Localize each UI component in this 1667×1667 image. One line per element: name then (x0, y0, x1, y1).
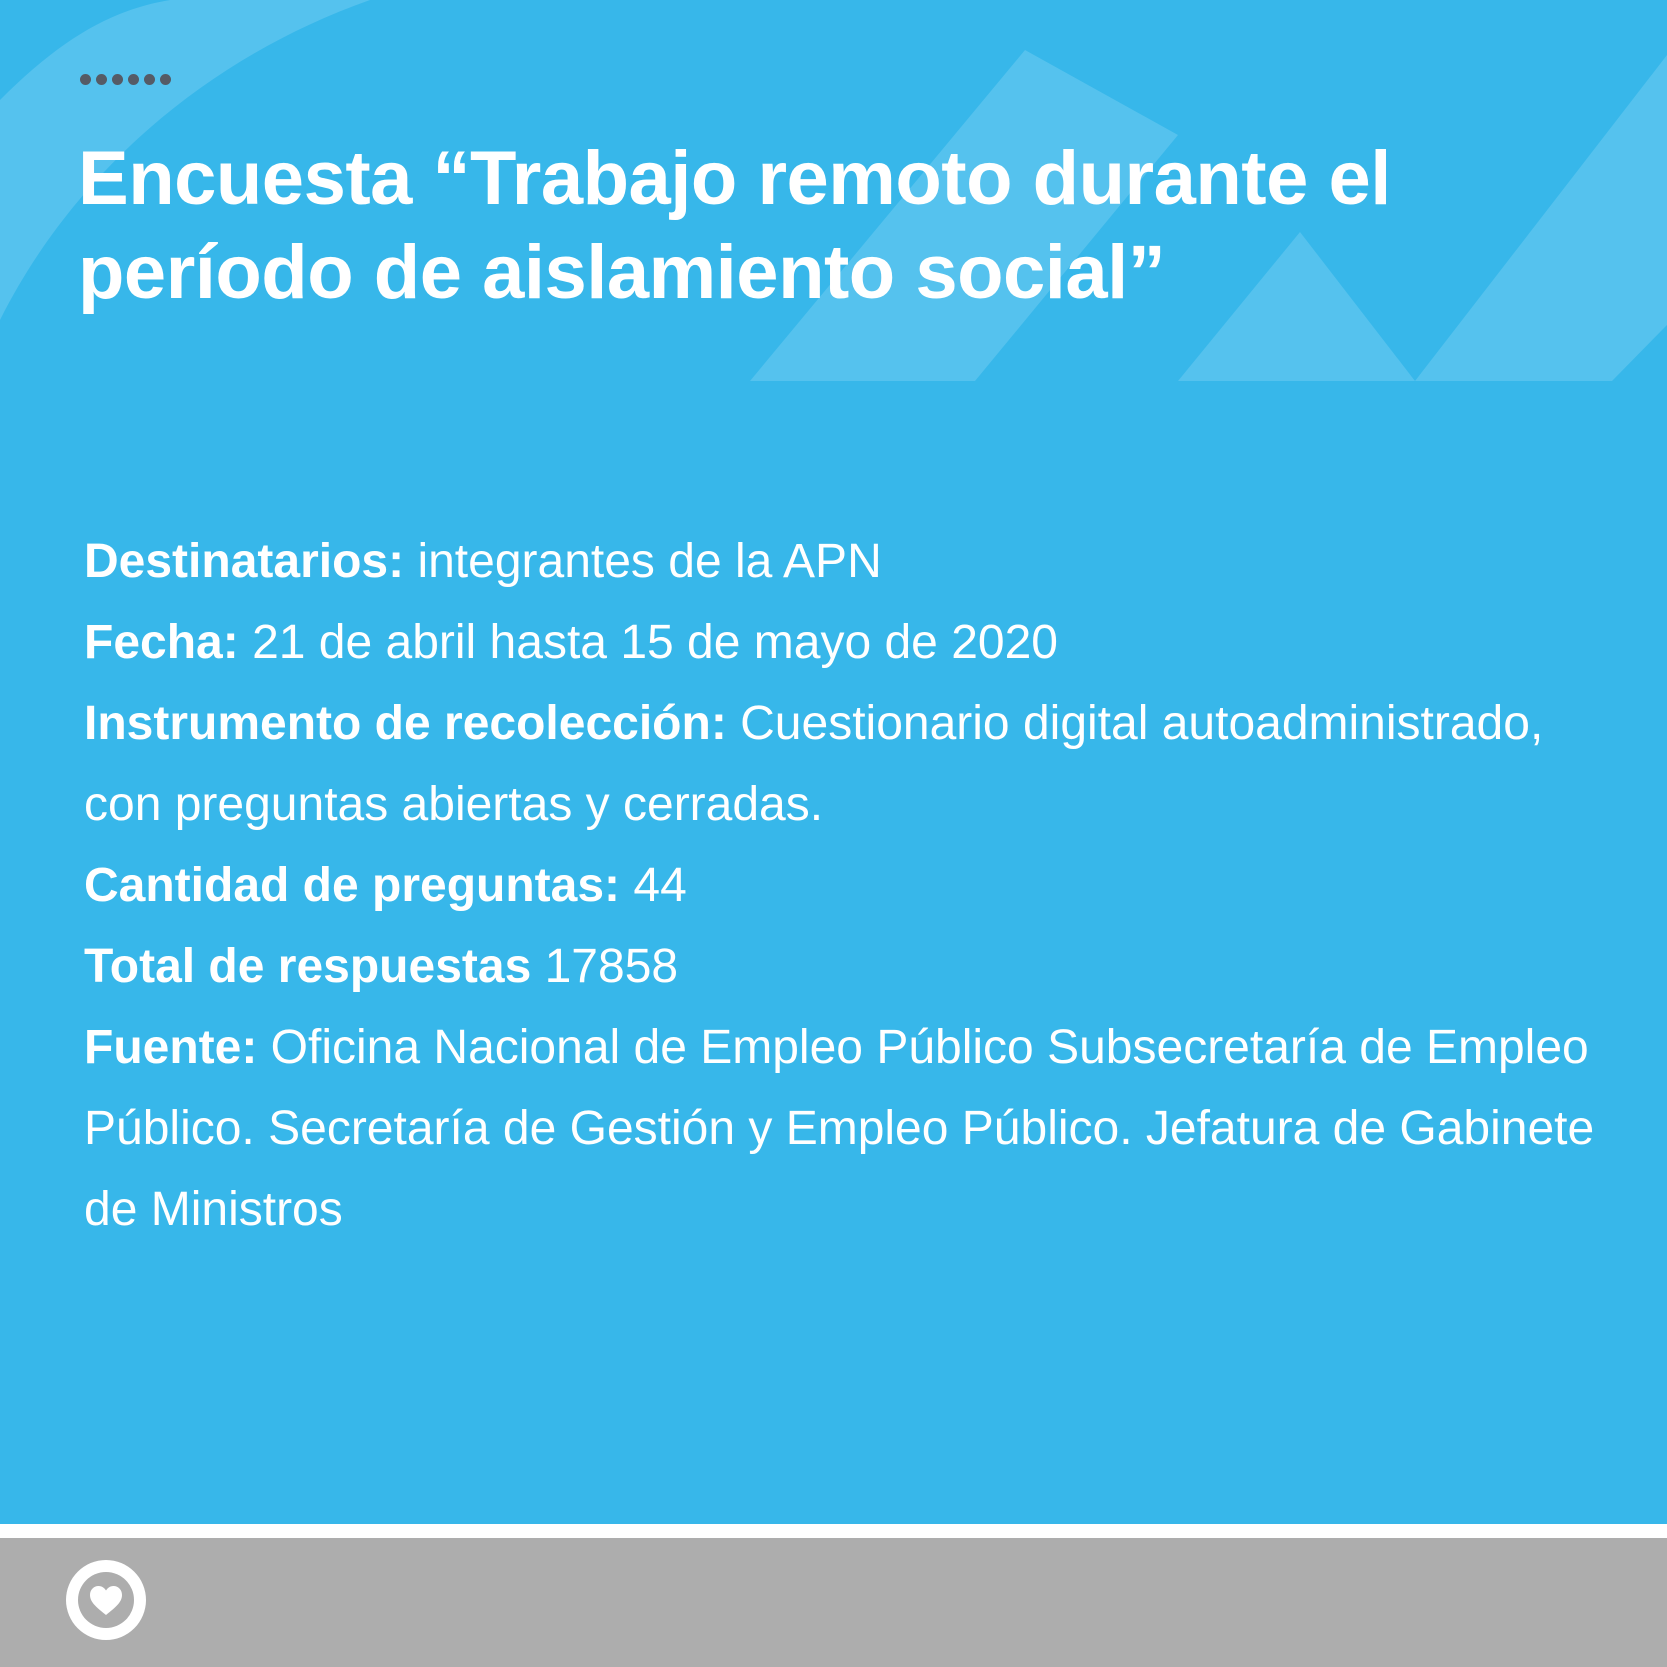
total-label: Total de respuestas (84, 940, 532, 993)
survey-info (84, 521, 1604, 1250)
fecha-label: Fecha: (84, 616, 239, 669)
footer (0, 1538, 1667, 1667)
dot (80, 74, 91, 85)
dot (96, 74, 107, 85)
dots-decoration (80, 74, 171, 85)
footer-separator (0, 1524, 1667, 1538)
dot (112, 74, 123, 85)
heart-circle-icon (66, 1560, 146, 1640)
destinatarios-row (84, 521, 1604, 602)
instrumento-label: Instrumento de recolección: (84, 697, 727, 750)
dot (160, 74, 171, 85)
page-title: Encuesta “Trabajo remoto durante el período de aislamiento social” (78, 136, 1391, 315)
instrumento-row (84, 683, 1604, 845)
cantidad-value: 44 (633, 859, 687, 912)
dot (144, 74, 155, 85)
total-row (84, 926, 1604, 1007)
destinatarios-value: integrantes de la APN (417, 535, 882, 588)
instrumento-value: Cuestionario digital autoadministrado, con preguntas abiertas y cerradas. (84, 697, 1544, 831)
destinatarios-label: Destinatarios: (84, 535, 405, 588)
fuente-label: Fuente: (84, 1021, 258, 1074)
fuente-value: Oficina Nacional de Empleo Público Subsecretaría de Empleo Público. Secretaría de Gestión y Empleo Público. Jefatura de Gabinete de Ministros (84, 1021, 1595, 1236)
total-value: 17858 (544, 940, 679, 993)
fuente-row (84, 1007, 1604, 1250)
fecha-row (84, 602, 1604, 683)
dot (128, 74, 139, 85)
cantidad-label: Cantidad de preguntas: (84, 859, 621, 912)
cantidad-row (84, 845, 1604, 926)
fecha-value: 21 de abril hasta 15 de mayo de 2020 (252, 616, 1058, 669)
